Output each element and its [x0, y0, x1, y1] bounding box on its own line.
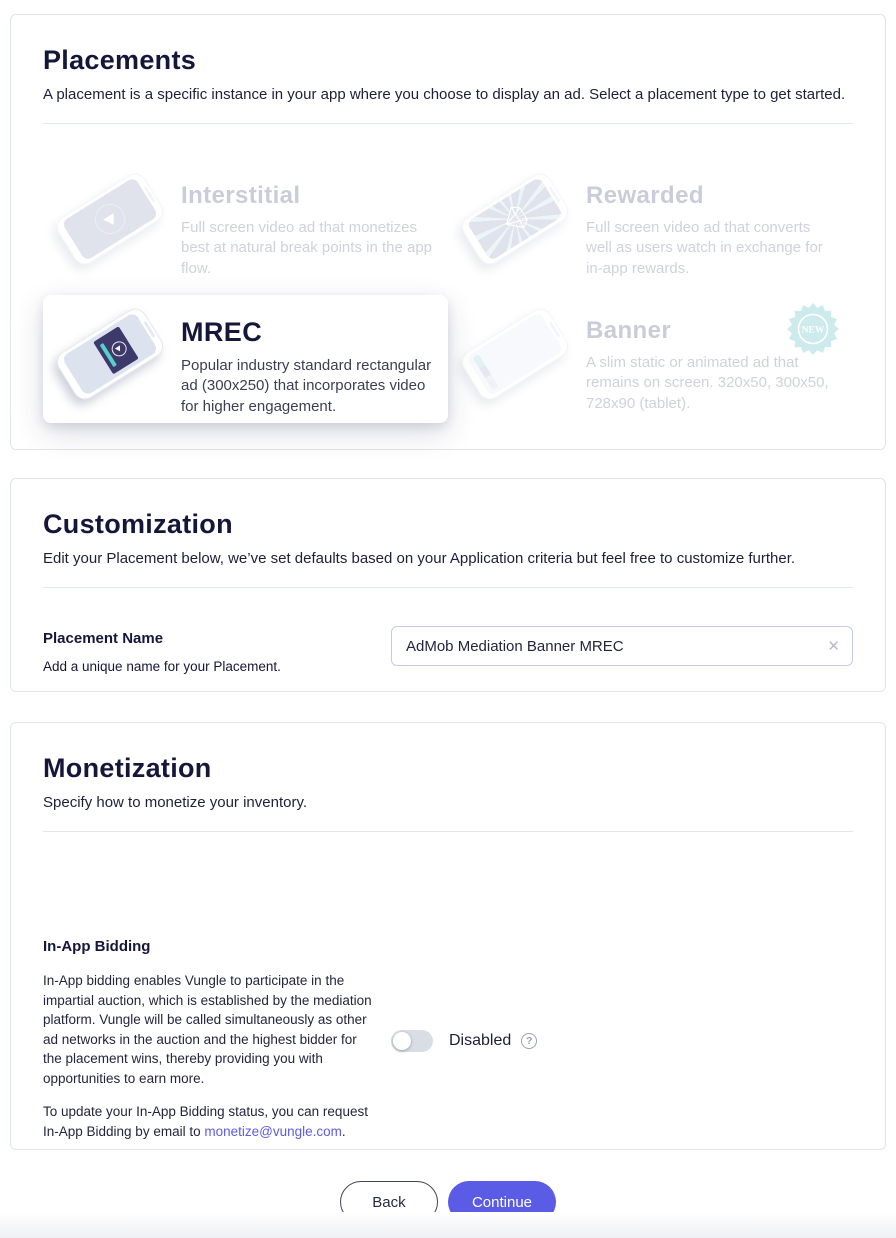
back-button[interactable]: Back: [340, 1181, 438, 1223]
section-divider: [43, 831, 853, 832]
placement-desc-rewarded: Full screen video ad that converts well as users watch in exchange for in-app rewards.: [586, 219, 823, 277]
placement-name-input[interactable]: [404, 637, 819, 656]
placement-desc-mrec: Popular industry standard rectangular ad (300x250) that incorporates video for higher engagement.: [181, 357, 432, 415]
in-app-bidding-toggle[interactable]: [391, 1030, 433, 1052]
placement-name-row: [43, 626, 853, 674]
mrec-phone-icon: [51, 299, 169, 413]
play-icon: [89, 198, 130, 239]
in-app-bidding-status: Disabled: [449, 1031, 512, 1049]
placement-title-rewarded: Rewarded: [586, 182, 704, 209]
monetization-title: Monetization: [43, 753, 212, 783]
in-app-bidding-description: In-App bidding enables Vungle to participate in the impartial auction, which is established by the mediation platform. Vungle will be called simultaneously as other ad networks in the auction and the highest bidder for the placement wins, thereby providing you with opportunities to earn more.: [43, 973, 372, 1086]
placement-option-mrec[interactable]: [43, 295, 448, 423]
placement-title-mrec: MREC: [181, 317, 263, 347]
placement-title-banner: Banner: [586, 317, 672, 344]
interstitial-phone-icon: [51, 164, 169, 278]
customization-section: [10, 478, 886, 692]
placements-section: [10, 14, 886, 450]
placement-option-interstitial[interactable]: [43, 160, 448, 288]
customization-description: Edit your Placement below, we’ve set defaults based on your Application criteria but feel free to customize further.: [43, 550, 796, 567]
monetization-section: [10, 722, 886, 1150]
monetization-description: Specify how to monetize your inventory.: [43, 794, 308, 811]
gem-icon: [499, 202, 531, 236]
new-badge-icon: [787, 303, 839, 355]
in-app-bidding-row: [43, 938, 853, 1142]
placement-name-input-wrap: [391, 626, 853, 666]
bottom-fade: [0, 1212, 896, 1238]
placement-title-interstitial: Interstitial: [181, 182, 301, 209]
placements-title: Placements: [43, 45, 197, 75]
monetize-email-link[interactable]: monetize@vungle.com: [204, 1123, 342, 1139]
note-text: To update your In-App Bidding status, you can request In-App Bidding by email to: [43, 1104, 368, 1139]
placement-type-grid: [43, 160, 853, 423]
note-period: .: [341, 1123, 346, 1139]
in-app-bidding-control: [391, 938, 537, 1142]
in-app-bidding-label: In-App Bidding: [43, 938, 151, 955]
customization-title: Customization: [43, 509, 233, 539]
svg-text:NEW: NEW: [801, 325, 825, 336]
clear-input-icon[interactable]: ✕: [827, 638, 840, 655]
banner-phone-icon: [456, 299, 574, 413]
placement-name-label: Placement Name: [43, 630, 164, 647]
rewarded-phone-icon: [456, 164, 574, 278]
section-divider: [43, 587, 853, 588]
help-icon[interactable]: ?: [521, 1033, 537, 1049]
mrec-ad-icon: [93, 326, 139, 374]
placement-desc-banner: A slim static or animated ad that remains on screen. 320x50, 300x50, 728x90 (tablet).: [586, 354, 829, 412]
in-app-bidding-note: [43, 1102, 375, 1141]
placement-name-hint: Add a unique name for your Placement.: [43, 659, 281, 674]
placement-option-rewarded[interactable]: [448, 160, 853, 288]
section-divider: [43, 123, 853, 124]
placement-desc-interstitial: Full screen video ad that monetizes best at natural break points in the app flow.: [181, 219, 433, 277]
placements-description: A placement is a specific instance in your app where you choose to display an ad. Select a placement type to get started.: [43, 86, 846, 103]
continue-button[interactable]: Continue: [448, 1181, 556, 1223]
placement-option-banner[interactable]: [448, 295, 853, 423]
